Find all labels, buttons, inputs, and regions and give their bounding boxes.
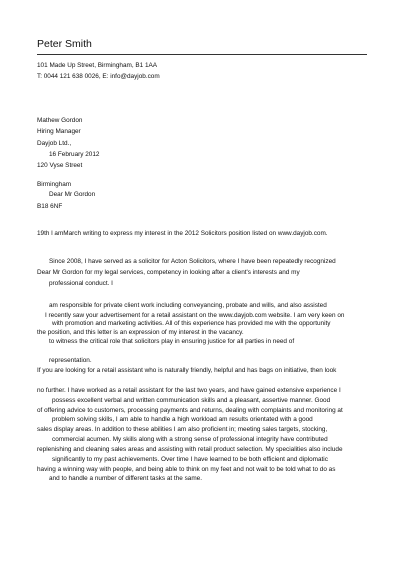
body-line: Since 2008, I have served as a solicitor for Acton Solicitors, where I have been repeatedly recognized — [49, 258, 336, 265]
body-line: no further. I have worked as a retail assistant for the last two years, and have gained extensive experience I — [37, 387, 341, 394]
body-line: significantly to my past achievements. Over time I have learned to be both efficient and diplomatic — [52, 456, 328, 463]
body-line: professional conduct. I — [49, 280, 113, 287]
body-line: having a winning way with people, and being able to think on my feet and not wait to be told what to do as — [37, 466, 336, 473]
body-line: 19th l amMarch writing to express my interest in the 2012 Solicitors position listed on www.dayjob.com. — [37, 230, 328, 237]
body-line: am responsible for private client work including conveyancing, probate and wills, and also assisted — [49, 302, 327, 309]
body-line: possess excellent verbal and written communication skills and a pleasant, assertive manner. Good — [52, 397, 331, 404]
body-line: with promotion and marketing activities. All of this experience has provided me with the opportunity — [52, 320, 331, 327]
salutation: Dear Mr Gordon — [49, 191, 96, 198]
recipient-title: Hiring Manager — [37, 128, 81, 135]
body-line: problem solving skills, I am able to handle a high workload am results orientated with a good — [52, 416, 313, 423]
recipient-city: Birmingham — [37, 181, 72, 188]
recipient-postcode: B18 6NF — [37, 203, 63, 210]
letter-date: 16 February 2012 — [49, 151, 100, 158]
body-line: Dear Mr Gordon for my legal services, competency in looking after a client's interests and my — [37, 269, 300, 276]
body-line: to witness the critical role that solicitors play in ensuring justice for all parties in need of — [49, 338, 295, 345]
body-line: sales display areas. In addition to these abilities I am also proficient in; meeting sales targets, stocking, — [37, 426, 328, 433]
body-line: If you are looking for a retail assistant who is naturally friendly, helpful and has bags on initiative, then look — [37, 367, 337, 374]
body-line: of offering advice to customers, processing payments and returns, dealing with complaints and monitoring at — [37, 407, 343, 414]
body-line: I recently saw your advertisement for a retail assistant on the www.dayjob.com website. I am very keen on — [45, 312, 345, 319]
recipient-street: 120 Vyse Street — [37, 162, 83, 169]
recipient-company: Dayjob Ltd., — [37, 140, 72, 147]
body-line: representation. — [49, 357, 92, 364]
body-line: commercial acumen. My skills along with a strong sense of professional integrity have contributed — [52, 436, 328, 443]
body-line: the position, and this letter is an expression of my interest in the vacancy. — [37, 329, 244, 336]
header-divider — [37, 54, 367, 55]
body-line: replenishing and cleaning sales areas and assisting with retail product selection. My specialities also include — [37, 446, 343, 453]
sender-name: Peter Smith — [37, 38, 92, 50]
body-line: and to handle a number of different tasks at the same. — [49, 475, 202, 482]
recipient-name: Mathew Gordon — [37, 117, 83, 124]
sender-address: 101 Made Up Street, Birmingham, B1 1AA — [37, 62, 158, 69]
sender-contact: T: 0044 121 638 0026, E: info@dayjob.com — [37, 73, 160, 80]
